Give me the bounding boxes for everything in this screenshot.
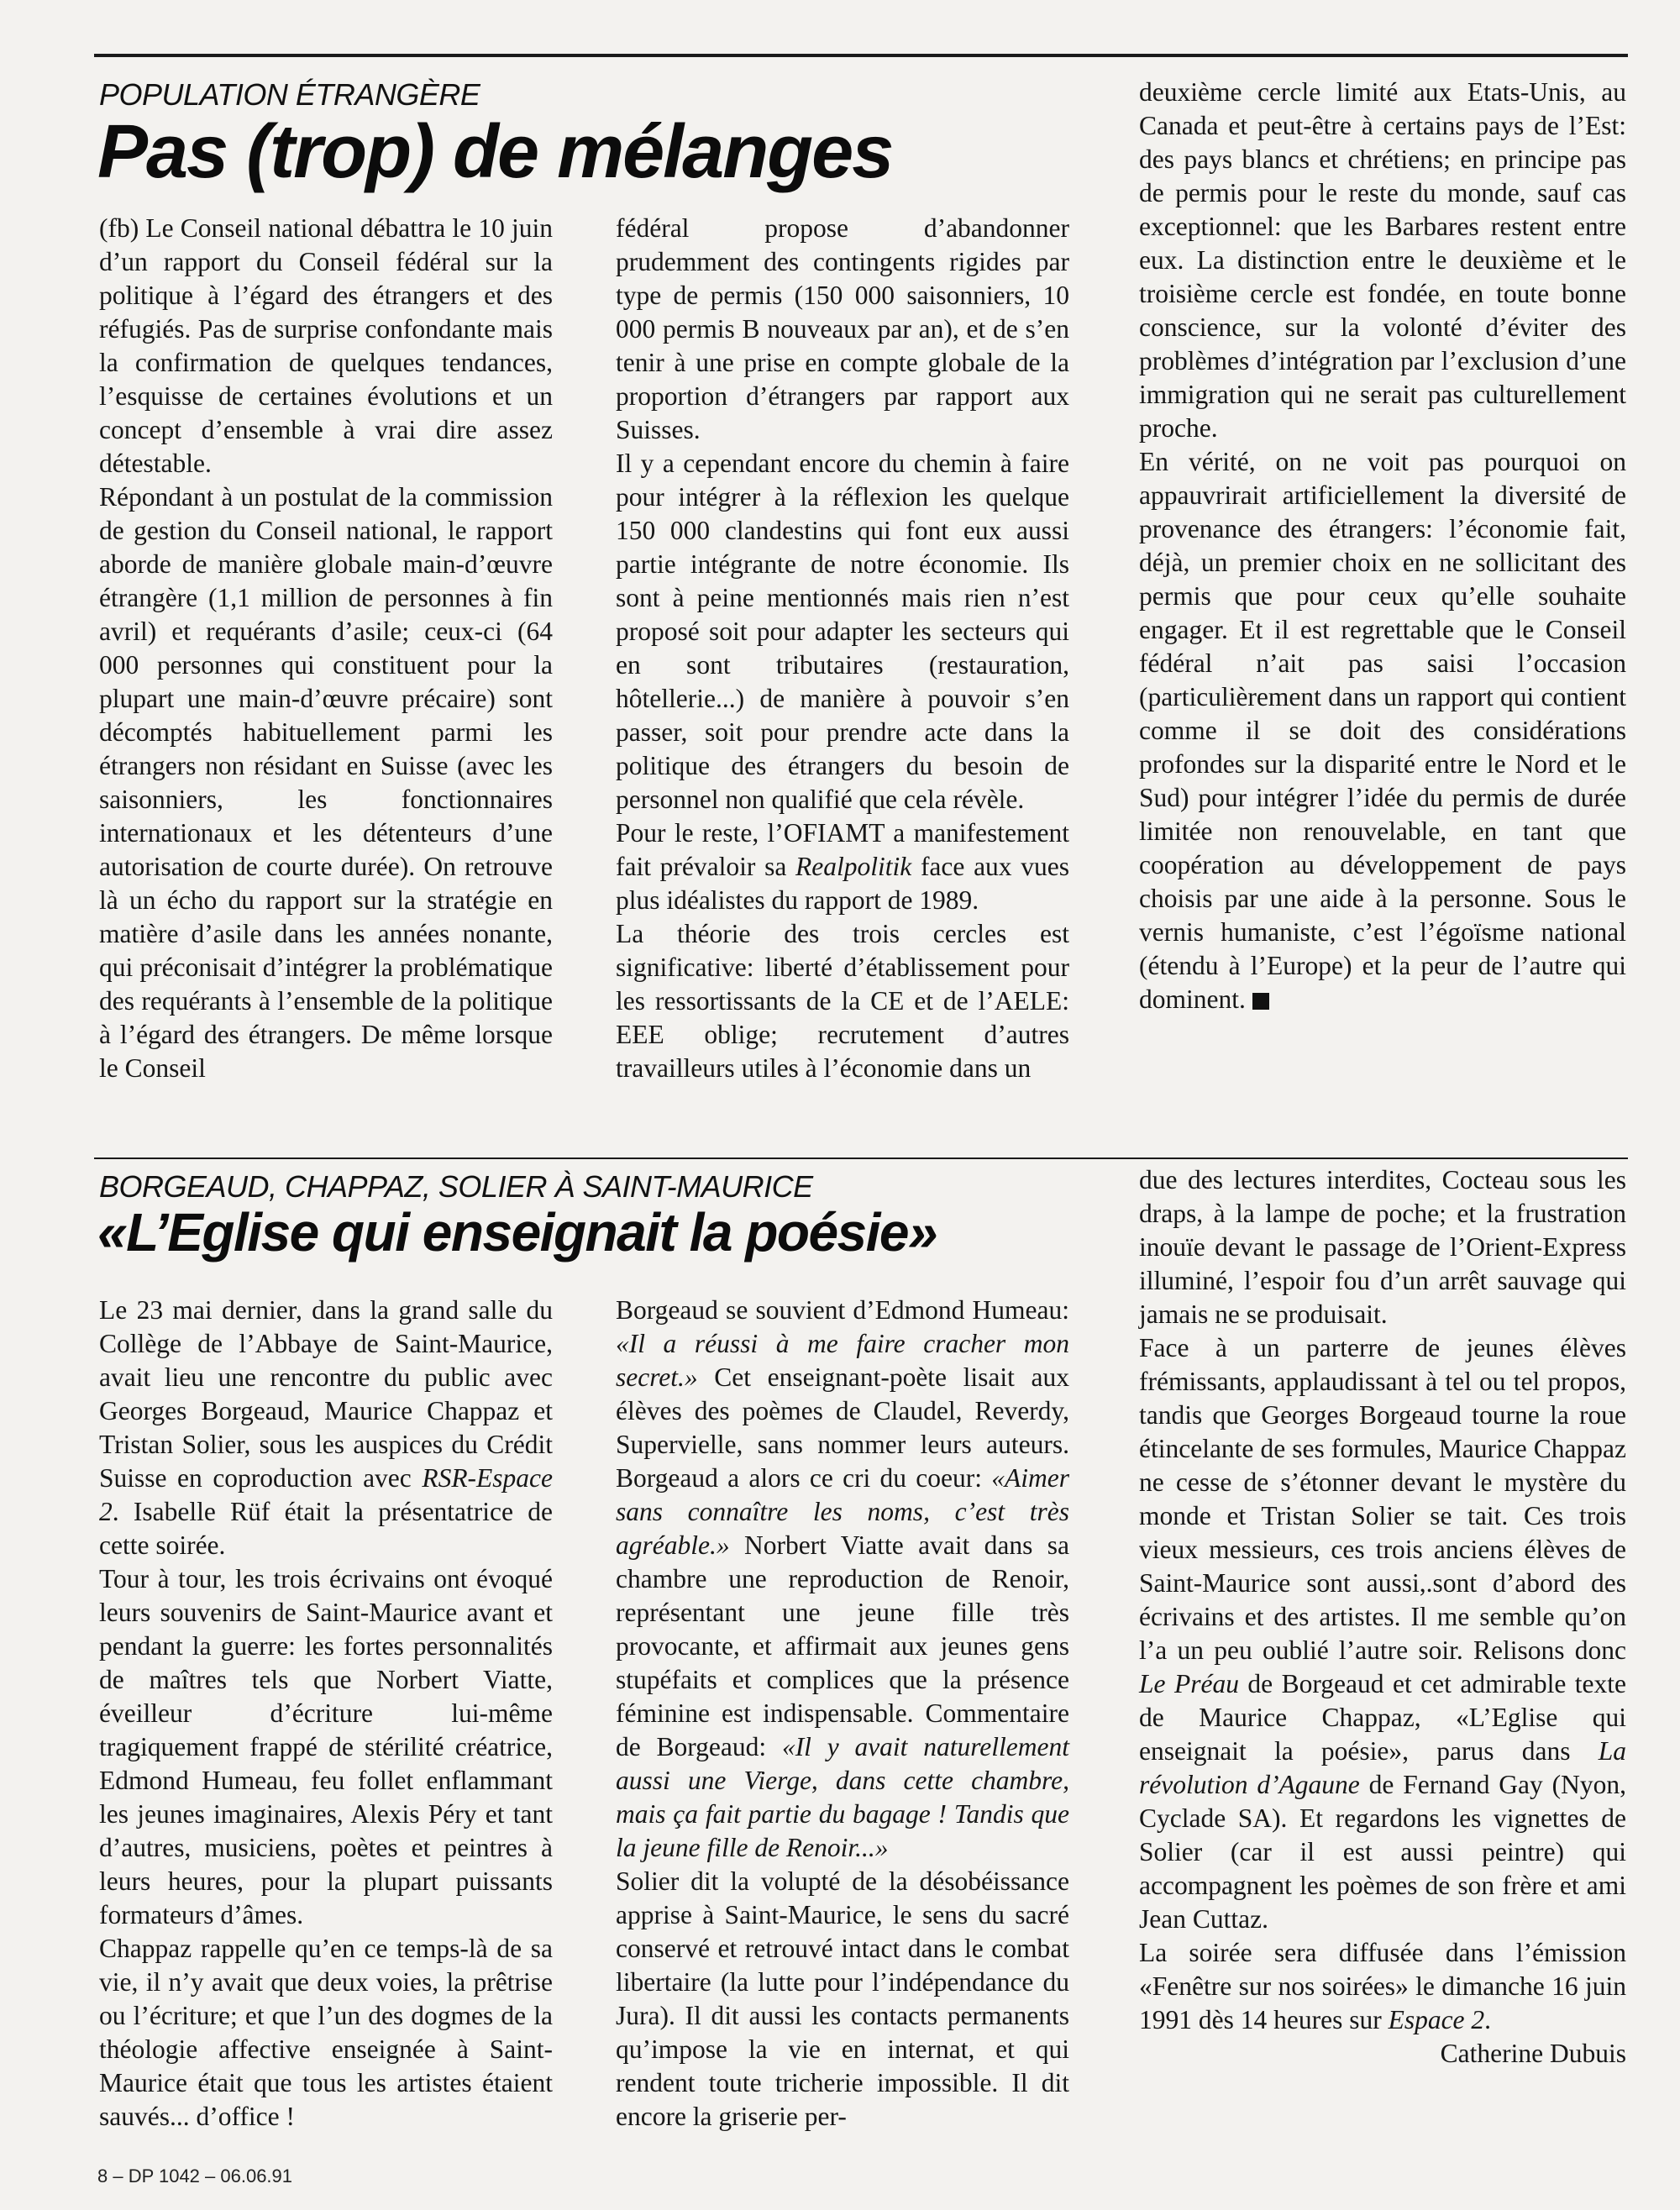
article1-column-2	[616, 212, 1069, 1094]
paragraph: Face à un parterre de jeunes élèves frémissants, applaudissant à tel ou tel propos, tandis que Georges Borgeaud tourne la roue étincelante de ses formules, Maurice Chappaz ne cesse de s’étonner devant le mystère du monde et Tristan Solier se tait. Ces trois vieux messieurs, ces trois anciens élèves de Saint-Maurice sont aussi,.sont d’abord des écrivains et des artistes. Il me semble qu’on l’a un peu oublié l’autre soir. Relisons donc Le Préau de Borgeaud et cet admirable texte de Maurice Chappaz, «L’Eglise qui enseignait la poésie», parus dans La révolution d’Agaune de Fernand Gay (Nyon, Cyclade SA). Et regardons les vignettes de Solier (car il est aussi peintre) qui accompagnent les poèmes de son frère et ami Jean Cuttaz.	[1139, 1333, 1627, 1934]
paragraph: Tour à tour, les trois écrivains ont évoqué leurs souvenirs de Saint-Maurice avant et pendant la guerre: les fortes personnalités de maîtres tels que Norbert Viatte, éveilleur d’écriture lui-même tragiquement frappé de stérilité créatrice, Edmond Humeau, feu follet enflammant les jeunes imaginaires, Alexis Péry et tant d’autres, musiciens, poètes et peintres à leurs heures, pour la plupart puissants formateurs d’âmes.	[99, 1564, 553, 1929]
article2-column-2	[616, 1294, 1070, 2131]
end-of-article-mark	[1252, 993, 1269, 1010]
paragraph: Il y a cependant encore du chemin à faire pour intégrer à la réflexion les quelque 150 000 clandestins qui font eux aussi partie intégrante de notre économie. Ils sont à peine mentionnés mais rien n’est proposé soit pour adapter les secteurs qui en sont tributaires (restauration, hôtellerie...) de manière à pouvoir s’en passer, soit pour prendre acte dans la politique des étrangers du besoin de personnel non qualifié que cela révèle.	[616, 449, 1069, 814]
article2-column-1	[99, 1294, 554, 2131]
paragraph: Chappaz rappelle qu’en ce temps-là de sa vie, il n’y avait que deux voies, la prêtrise ou l’écriture; et que l’un des dogmes de la théologie affective enseignée à Saint-Maurice était que tous les artistes étaient sauvés... d’office !	[99, 1934, 553, 2131]
article1-title: Pas (trop) de mélanges	[97, 110, 893, 194]
section-divider	[94, 1157, 1628, 1159]
page-footer: 8 – DP 1042 – 06.06.91	[97, 2165, 293, 2186]
paragraph: deuxième cercle limité aux Etats-Unis, au Canada et peut-être à certains pays de l’Est: des pays blancs et chrétiens; en principe pas de permis pour le reste du monde, sauf cas exceptionnel: que les Barbares restent entre eux. La distinction entre le deuxième et le troisième cercle est fondée, en toute bonne conscience, sur la volonté d’éviter des problèmes d’intégration par l’exclusion d’une immigration qui ne serait pas culturellement proche.	[1139, 77, 1626, 443]
paragraph: Le 23 mai dernier, dans la grand salle du Collège de l’Abbaye de Saint-Maurice, avait lieu une rencontre du public avec Georges Borgeaud, Maurice Chappaz et Tristan Solier, sous les auspices du Crédit Suisse en coproduction avec RSR-Espace 2. Isabelle Rüf était la présentatrice de cette soirée.	[99, 1295, 554, 1560]
article2-kicker: BORGEAUD, CHAPPAZ, SOLIER À SAINT-MAURICE	[99, 1169, 813, 1204]
article1-kicker: POPULATION ÉTRANGÈRE	[99, 77, 480, 112]
paragraph: Pour le reste, l’OFIAMT a manifestement fait prévaloir sa Realpolitik face aux vues plus idéalistes du rapport de 1989.	[616, 818, 1069, 915]
paragraph: La théorie des trois cercles est significative: liberté d’établissement pour les ressortissants de la CE et de l’AELE: EEE oblige; recrutement d’autres travailleurs utiles à l’économie dans un	[616, 919, 1069, 1083]
paragraph: (fb) Le Conseil national débattra le 10 juin d’un rapport du Conseil fédéral sur la politique à l’égard des étrangers et des réfugiés. Pas de surprise confondante mais la confirmation de quelques tendances, l’esquisse de certaines évolutions et un concept d’ensemble à vrai dire assez détestable.	[99, 213, 553, 478]
realpolitik-italic: Realpolitik	[795, 852, 912, 881]
paragraph: Borgeaud se souvient d’Edmond Humeau: «Il a réussi à me faire cracher mon secret.» Cet enseignant-poète lisait aux élèves des poèmes de Claudel, Reverdy, Supervielle, sans nommer leurs auteurs. Borgeaud a alors ce cri du coeur: «Aimer sans connaître les noms, c’est très agréable.» Norbert Viatte avait dans sa chambre une reproduction de Renoir, représentant une jeune fille très provocante, et affirmait aux jeunes gens stupéfaits et complices que la présence féminine est indispensable. Commentaire de Borgeaud: «Il y avait naturellement aussi une Vierge, dans cette chambre, mais ça fait partie du bagage ! Tandis que la jeune fille de Renoir...»	[616, 1295, 1070, 1862]
article2-title: «L’Eglise qui enseignait la poésie»	[97, 1202, 937, 1262]
paragraph: La soirée sera diffusée dans l’émission «Fenêtre sur nos soirées» le dimanche 16 juin 1991 dès 14 heures sur Espace 2.	[1139, 1938, 1626, 2034]
paragraph: En vérité, on ne voit pas pourquoi on appauvrirait artificiellement la diversité de provenance des étrangers: l’économie fait, déjà, un premier choix en ne sollicitant des permis que pour ceux qu’elle souhaite engager. Et il est regrettable que le Conseil fédéral n’ait pas saisi l’occasion (particulièrement dans un rapport qui contient comme il se doit des considérations profondes sur la disparité entre le Nord et le Sud) pour intégrer l’idée du permis de durée limitée non renouvelable, en tant que coopération au développement de pays choisis par une aide à la personne. Sous le vernis humaniste, c’est l’égoïsme national (étendu à l’Europe) et la peur de l’autre qui dominent.	[1139, 447, 1626, 1014]
article1-column-3	[1139, 76, 1626, 1109]
paragraph: due des lectures interdites, Cocteau sous les draps, à la lampe de poche; et la frustration inouïe devant le passage de l’Orient-Express illuminé, l’espoir fou d’un arrêt sauvage qui jamais ne se produisait.	[1139, 1165, 1626, 1329]
paragraph: Répondant à un postulat de la commission de gestion du Conseil national, le rapport aborde de manière globale main-d’œuvre étrangère (1,1 million de personnes à fin avril) et requérants d’asile; ceux-ci (64 000 personnes qui constituent pour la plupart une main-d’œuvre précaire) sont décomptés habituellement parmi les étrangers non résidant en Suisse (avec les saisonniers, les fonctionnaires internationaux et les détenteurs d’une autorisation de courte durée). On retrouve là un écho du rapport sur la stratégie en matière d’asile dans les années nonante, qui préconisait d’intégrer la problématique des requérants à l’ensemble de la politique à l’égard des étrangers. De même lorsque le Conseil	[99, 482, 553, 1083]
paragraph: Solier dit la volupté de la désobéissance apprise à Saint-Maurice, le sens du sacré conservé et retrouvé intact dans le combat libertaire (la lutte pour l’indépendance du Jura). Il dit aussi les contacts permanents qu’impose la vie en internat, et qui rendent toute tricherie impossible. Il dit encore la griserie per-	[616, 1866, 1069, 2131]
article1-column-1	[99, 212, 553, 1094]
article2-column-3	[1139, 1163, 1626, 2104]
author-signature: Catherine Dubuis	[1440, 2039, 1626, 2068]
paragraph: fédéral propose d’abandonner prudemment des contingents rigides par type de permis (150 000 saisonniers, 10 000 permis B nouveaux par an), et de s’en tenir à une prise en compte globale de la proportion d’étrangers par rapport aux Suisses.	[616, 213, 1069, 444]
top-rule	[94, 54, 1628, 57]
